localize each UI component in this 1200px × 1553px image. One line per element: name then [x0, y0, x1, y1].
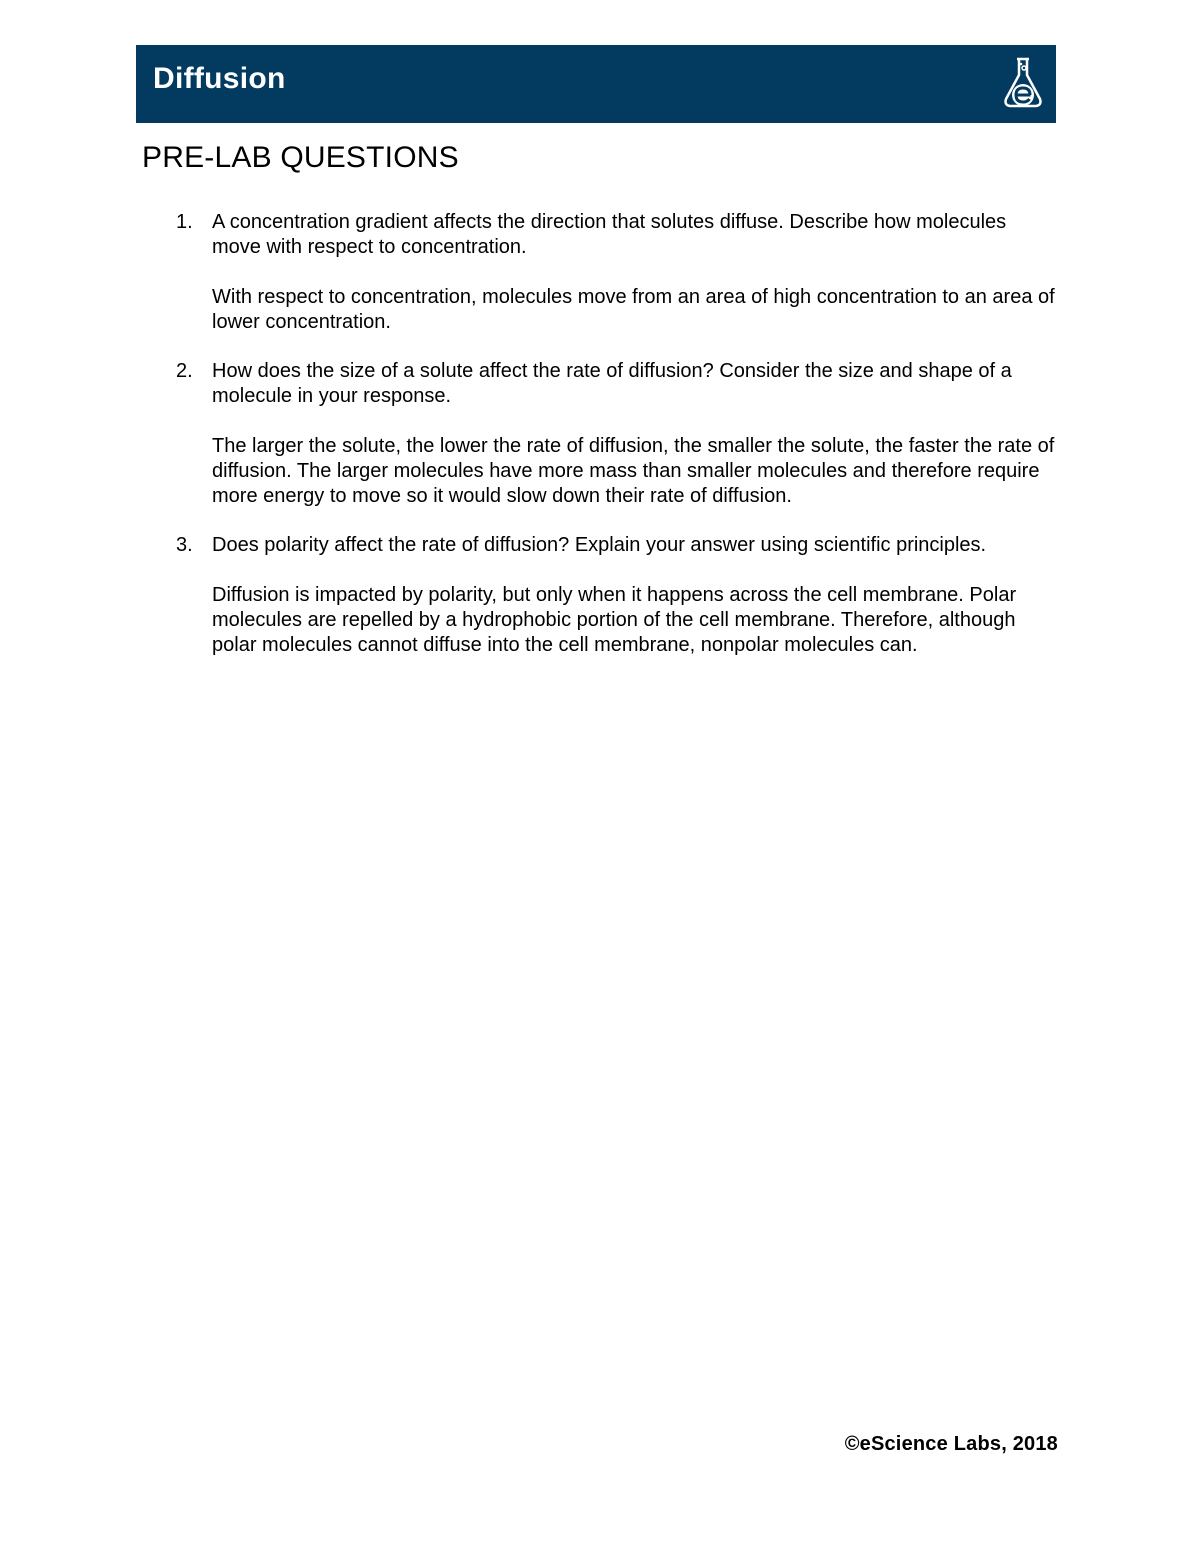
answer-text: The larger the solute, the lower the rate of diffusion, the smaller the solute, the faster the rate of diffusion. The larger molecules have more mass than smaller molecules and therefore require more energy to move so it would slow down their rate of diffusion. — [212, 435, 1055, 507]
question-number: 3. — [176, 534, 193, 556]
question-number: 1. — [176, 211, 193, 233]
copyright-footer: ©eScience Labs, 2018 — [844, 1433, 1058, 1455]
question-text: A concentration gradient affects the direction that solutes diffuse. Describe how molecules move with respect to concentration. — [212, 211, 1007, 258]
header-bar — [136, 45, 1056, 123]
question-item-1 — [170, 210, 1060, 335]
question-item-2 — [170, 359, 1060, 509]
question-list — [170, 210, 1060, 682]
answer-text: Diffusion is impacted by polarity, but only when it happens across the cell membrane. Polar molecules are repelled by a hydrophobic portion of the cell membrane. Therefore, although polar molecules cannot diffuse into the cell membrane, nonpolar molecules can. — [212, 584, 1017, 656]
answer-text: With respect to concentration, molecules move from an area of high concentration to an area of lower concentration. — [212, 286, 1055, 333]
flask-e-logo-icon — [1000, 53, 1046, 113]
section-heading: PRE-LAB QUESTIONS — [142, 141, 459, 174]
question-item-3 — [170, 533, 1060, 658]
question-text: How does the size of a solute affect the rate of diffusion? Consider the size and shape of a molecule in your response. — [212, 360, 1012, 407]
question-number: 2. — [176, 360, 193, 382]
page-title: Diffusion — [153, 62, 286, 95]
question-text: Does polarity affect the rate of diffusion? Explain your answer using scientific principles. — [212, 534, 987, 556]
